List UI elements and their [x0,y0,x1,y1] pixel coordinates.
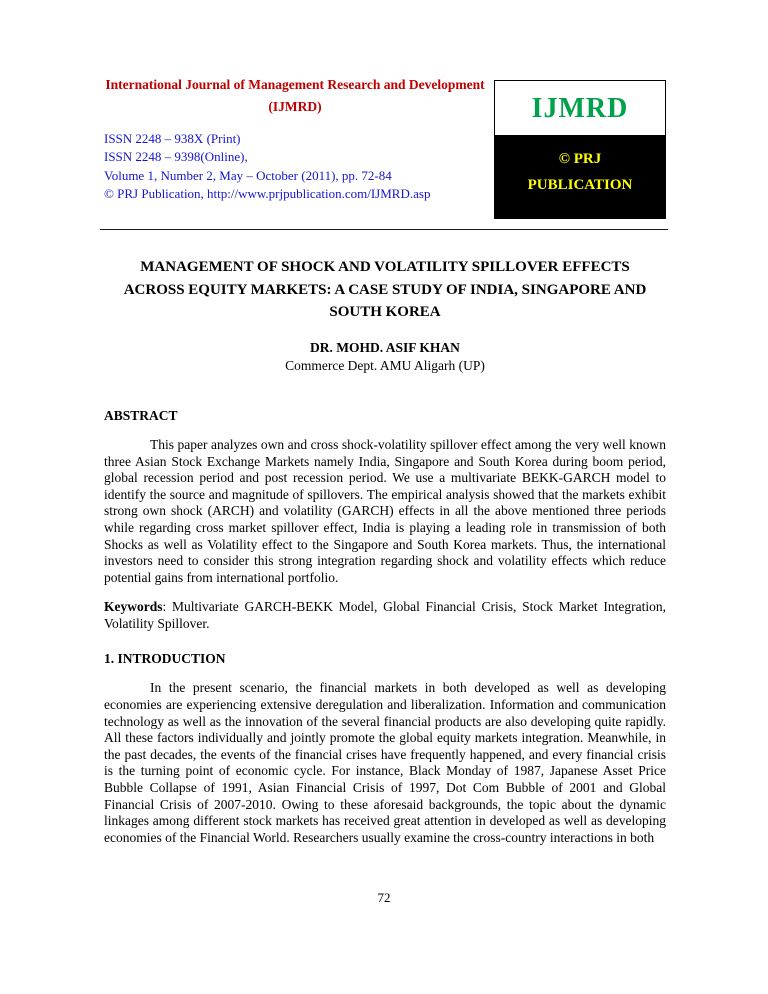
journal-logo-box [494,80,666,219]
author-affiliation: Commerce Dept. AMU Aligarh (UP) [285,357,485,373]
header-divider [100,229,668,230]
issn-block [104,130,486,203]
journal-header [104,70,666,219]
introduction-heading: 1. INTRODUCTION [104,651,226,667]
abstract-heading: ABSTRACT [104,407,178,423]
issn-print: ISSN 2248 – 938X (Print) [104,131,241,147]
journal-title: International Journal of Management Research and Development (IJMRD) [105,77,485,114]
author-block [104,339,666,375]
article-title: MANAGEMENT OF SHOCK AND VOLATILITY SPILLOVER EFFECTS ACROSS EQUITY MARKETS: A CASE STUDY OF INDIA, SINGAPORE AND SOUTH KOREA [123,259,647,320]
page-content [104,70,666,846]
issn-online: ISSN 2248 – 9398(Online), [104,149,248,165]
journal-logo-text: IJMRD [495,81,665,135]
introduction-paragraph: In the present scenario, the financial markets in both developed as well as developing economies are experiencing extensive deregulation and liberalization. Information and communication technology as well as the innovation of the several financial products are also developing quite rapidly. All these factors individually and jointly promote the global equity markets integration. Meanwhile, in the past decades, the events of the financial crises have frequently happened, and every financial crisis is the turning point of economic cycle. For instance, Black Monday of 1987, Japanese Asset Price Bubble Collapse of 1991, Asian Financial Crisis of 1997, Dot Com Bubble of 2001 and Global Financial Crisis of 2007-2010. Owing to these aforesaid backgrounds, the topic about the dynamic linkages among different stock markets has received great attention in developed as well as developing economies of the Financial World. Researchers usually examine the cross-country interactions in both [104,680,666,845]
keywords-label: Keywords [104,599,163,615]
publication-link[interactable]: © PRJ Publication, http://www.prjpublication.com/IJMRD.asp [104,185,431,201]
page-number: 72 [377,890,391,905]
keywords-text: : Multivariate GARCH-BEKK Model, Global Financial Crisis, Stock Market Integration, Volatility Spillover. [104,599,666,631]
publisher-label: © PRJ PUBLICATION [495,135,665,218]
keywords-paragraph [104,599,666,632]
author-name: DR. MOHD. ASIF KHAN [310,339,460,355]
journal-header-left [104,70,486,203]
abstract-paragraph: This paper analyzes own and cross shock-volatility spillover effect among the very well known three Asian Stock Exchange Markets namely India, Singapore and South Korea during boom period, global recession period and post recession period. We use a multivariate BEKK-GARCH model to identify the source and magnitude of spillovers. The empirical analysis showed that the markets exhibit strong own shock (ARCH) and volatility (GARCH) effects in all the above mentioned three periods while regarding cross market spillover effect, India is playing a leading role in transmission of both Shocks as well as Volatility effect to the Singapore and South Korea markets. Thus, the international investors need to consider this strong integration regarding shock and volatility effects which reduce potential gains from international portfolio. [104,436,666,585]
volume-info: Volume 1, Number 2, May – October (2011), pp. 72-84 [104,167,392,183]
